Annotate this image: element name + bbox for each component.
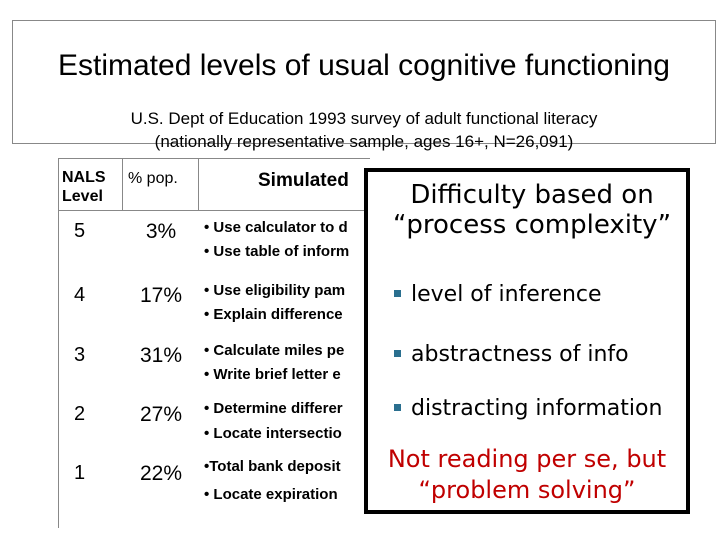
header-pct-pop: % pop.	[128, 170, 178, 187]
row-level: 1	[74, 462, 86, 484]
row-task: • Determine differer	[204, 400, 343, 417]
callout-bullet	[394, 396, 662, 421]
difficulty-callout	[364, 168, 690, 514]
title-box	[12, 20, 716, 151]
callout-bullet	[394, 282, 602, 307]
row-task: •Total bank deposit	[204, 458, 341, 475]
square-bullet-icon	[394, 350, 401, 357]
row-task: • Locate intersectio	[204, 425, 342, 442]
callout-note	[382, 444, 672, 506]
row-level: 5	[74, 220, 86, 242]
header-nals-line-2: Level	[62, 188, 103, 205]
table-header-col-divider-2	[198, 158, 199, 210]
row-pop: 22%	[139, 462, 183, 485]
header-nals-line-1: NALS	[62, 169, 106, 186]
callout-note-line-1: Not reading per se, but	[387, 445, 667, 473]
header-simulated: Simulated	[258, 170, 349, 191]
square-bullet-icon	[394, 404, 401, 411]
callout-bullet-text: distracting information	[411, 396, 663, 421]
slide-subtitle	[13, 107, 715, 153]
callout-title	[382, 180, 682, 240]
row-task: • Calculate miles pe	[204, 342, 345, 359]
square-bullet-icon	[394, 290, 401, 297]
callout-bullet-text: abstractness of info	[411, 342, 629, 367]
row-pop: 27%	[139, 403, 183, 426]
row-task: • Locate expiration	[204, 486, 338, 503]
callout-bullet-text: level of inference	[411, 282, 602, 307]
row-task: • Explain difference	[204, 306, 343, 323]
table-top-border	[58, 158, 370, 159]
callout-title-line-2: “process complexity”	[392, 210, 672, 240]
row-level: 3	[74, 344, 86, 366]
row-pop: 3%	[145, 220, 177, 243]
row-level: 2	[74, 403, 86, 425]
slide-title: Estimated levels of usual cognitive functioning	[57, 49, 670, 82]
table-left-border	[58, 158, 59, 528]
row-level: 4	[74, 284, 86, 306]
row-task: • Use calculator to d	[204, 219, 348, 236]
callout-title-line-1: Difficulty based on	[410, 180, 654, 210]
callout-note-line-2: “problem solving”	[418, 476, 636, 504]
row-task: • Use table of inform	[204, 243, 350, 260]
header-nals-level	[62, 168, 106, 206]
table-header-divider	[58, 210, 370, 211]
table-header-col-divider	[122, 158, 123, 210]
row-task: • Write brief letter e	[204, 366, 341, 383]
row-task: • Use eligibility pam	[204, 282, 346, 299]
row-pop: 17%	[139, 284, 183, 307]
row-pop: 31%	[139, 344, 183, 367]
subtitle-line-2: (nationally representative sample, ages 16+, N=26,091)	[154, 132, 574, 151]
subtitle-line-1: U.S. Dept of Education 1993 survey of adult functional literacy	[130, 109, 598, 128]
callout-bullet	[394, 342, 629, 367]
